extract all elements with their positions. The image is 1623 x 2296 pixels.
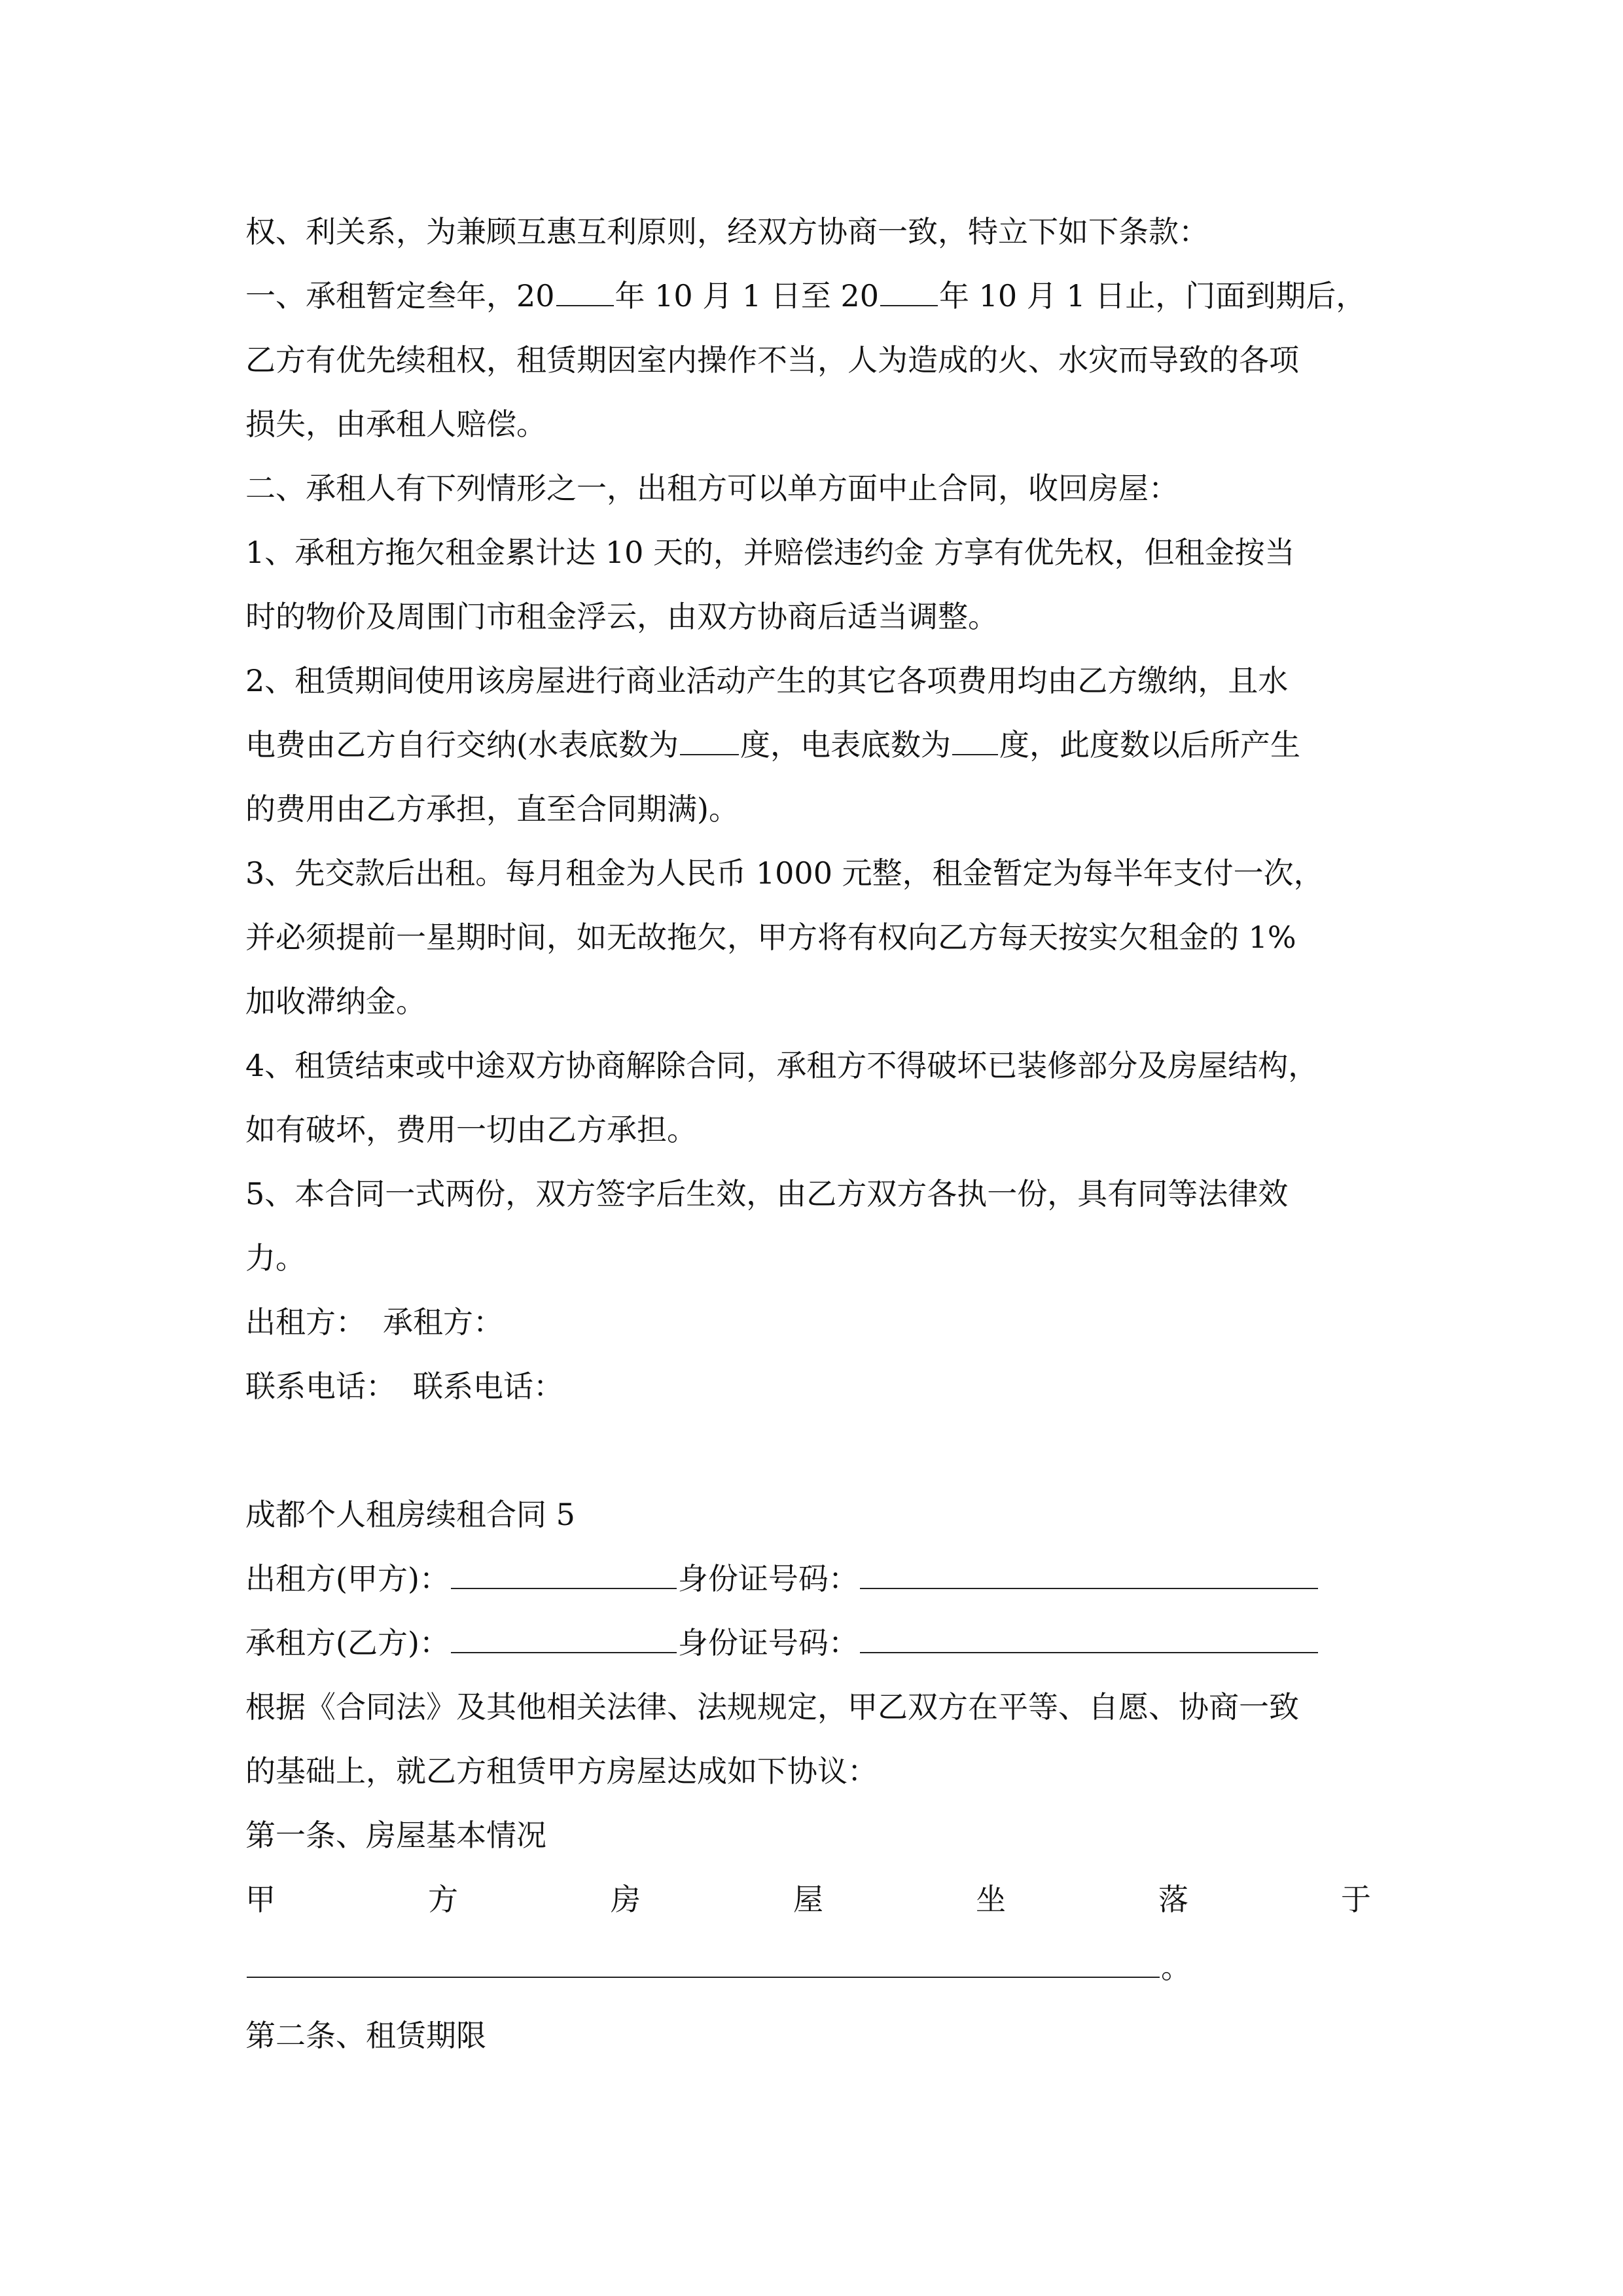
year-blank-end[interactable] [880,276,938,306]
paragraph-line: 加收滞纳金。 [245,984,426,1019]
lessee-label: 承租方： [383,1304,503,1340]
paragraph-line: 乙方有优先续租权，租赁期因室内操作不当，人为造成的火、水灾而导致的各项 [245,342,1299,378]
address-blank[interactable] [247,1937,1160,1978]
paragraph-line: 5、本合同一式两份，双方签字后生效，由乙方双方各执一份，具有同等法律效 [245,1176,1289,1211]
term-text-end: 年 10 月 1 日止，门面到期后， [939,278,1366,314]
paragraph-line: 1、承租方拖欠租金累计达 10 天的，并赔偿违约金 方享有优先权，但租金按当 [245,535,1295,570]
paragraph-line: 的费用由乙方承担，直至合同期满)。 [245,791,739,827]
meter-text-mid: 度，电表底数为 [740,727,951,762]
party-a-label: 出租方(甲方)： [245,1561,450,1596]
paragraph-line: 并必须提前一星期时间，如无故拖欠，甲方将有权向乙方每天按实欠租金的 1% [245,920,1296,955]
paragraph-line: 权、利关系，为兼顾互惠互利原则，经双方协商一致，特立下如下条款： [245,214,1209,249]
paragraph-line: 二、承租人有下列情形之一，出租方可以单方面中止合同，收回房屋： [245,471,1179,506]
paragraph-line: 的基础上，就乙方租赁甲方房屋达成如下协议： [245,1753,878,1789]
party-a-name-blank[interactable] [451,1559,677,1589]
party-a-row [245,1547,1387,1611]
article-2-heading: 第二条、租赁期限 [245,2018,486,2053]
location-char: 落 [1158,1882,1188,1917]
paragraph-line: 时的物价及周围门市租金浮云，由双方协商后适当调整。 [245,599,998,634]
signature-parties [245,1290,1387,1354]
paragraph-line: 4、租赁结束或中途双方协商解除合同，承租方不得破坏已装修部分及房屋结构， [245,1048,1319,1083]
paragraph-line: 2、租赁期间使用该房屋进行商业活动产生的其它各项费用均由乙方缴纳，且水 [245,663,1289,698]
party-b-name-blank[interactable] [451,1623,677,1653]
paragraph-line: 3、先交款后出租。每月租金为人民币 1000 元整，租金暂定为每半年支付一次， [245,855,1324,891]
year-blank-start[interactable] [556,276,614,306]
lessee-phone-label: 联系电话： [413,1369,563,1404]
party-a-id-label: 身份证号码： [677,1561,859,1596]
paragraph-line: 力。 [245,1240,306,1276]
document-page [245,200,1387,2068]
paragraph-line-term [245,264,1387,328]
party-a-id-blank[interactable] [860,1559,1318,1589]
location-char: 房 [611,1882,641,1917]
signature-dates [245,1418,1387,1482]
location-char: 方 [428,1882,458,1917]
meter-text-end: 度，此度数以后所产生 [999,727,1300,762]
lessor-label: 出租方： [245,1304,366,1340]
party-b-label: 承租方(乙方)： [245,1625,450,1660]
party-b-row [245,1611,1387,1675]
party-b-id-label: 身份证号码： [677,1625,859,1660]
term-text-mid: 年 10 月 1 日至 20 [615,278,879,314]
location-char: 甲 [245,1882,276,1917]
term-text-start: 一、承租暂定叁年，20 [245,278,555,314]
address-period: 。 [1161,1950,1191,1985]
contract-title: 成都个人租房续租合同 5 [245,1497,575,1532]
signature-phones [245,1354,1387,1418]
water-meter-blank[interactable] [680,725,739,755]
paragraph-line-meter [245,713,1387,777]
paragraph-line: 损失，由承租人赔偿。 [245,406,546,442]
party-b-id-blank[interactable] [860,1623,1318,1653]
electric-meter-blank[interactable] [952,725,998,755]
address-blank-line [245,1931,1387,2003]
lessor-phone-label: 联系电话： [245,1369,396,1404]
location-line [245,1867,1371,1931]
article-1-heading: 第一条、房屋基本情况 [245,1818,546,1853]
location-char: 坐 [976,1882,1006,1917]
meter-text-start: 电费由乙方自行交纳(水表底数为 [245,727,679,762]
location-char: 屋 [793,1882,823,1917]
paragraph-line: 如有破坏，费用一切由乙方承担。 [245,1112,697,1147]
paragraph-line: 根据《合同法》及其他相关法律、法规规定，甲乙双方在平等、自愿、协商一致 [245,1689,1299,1725]
location-char: 于 [1341,1882,1371,1917]
